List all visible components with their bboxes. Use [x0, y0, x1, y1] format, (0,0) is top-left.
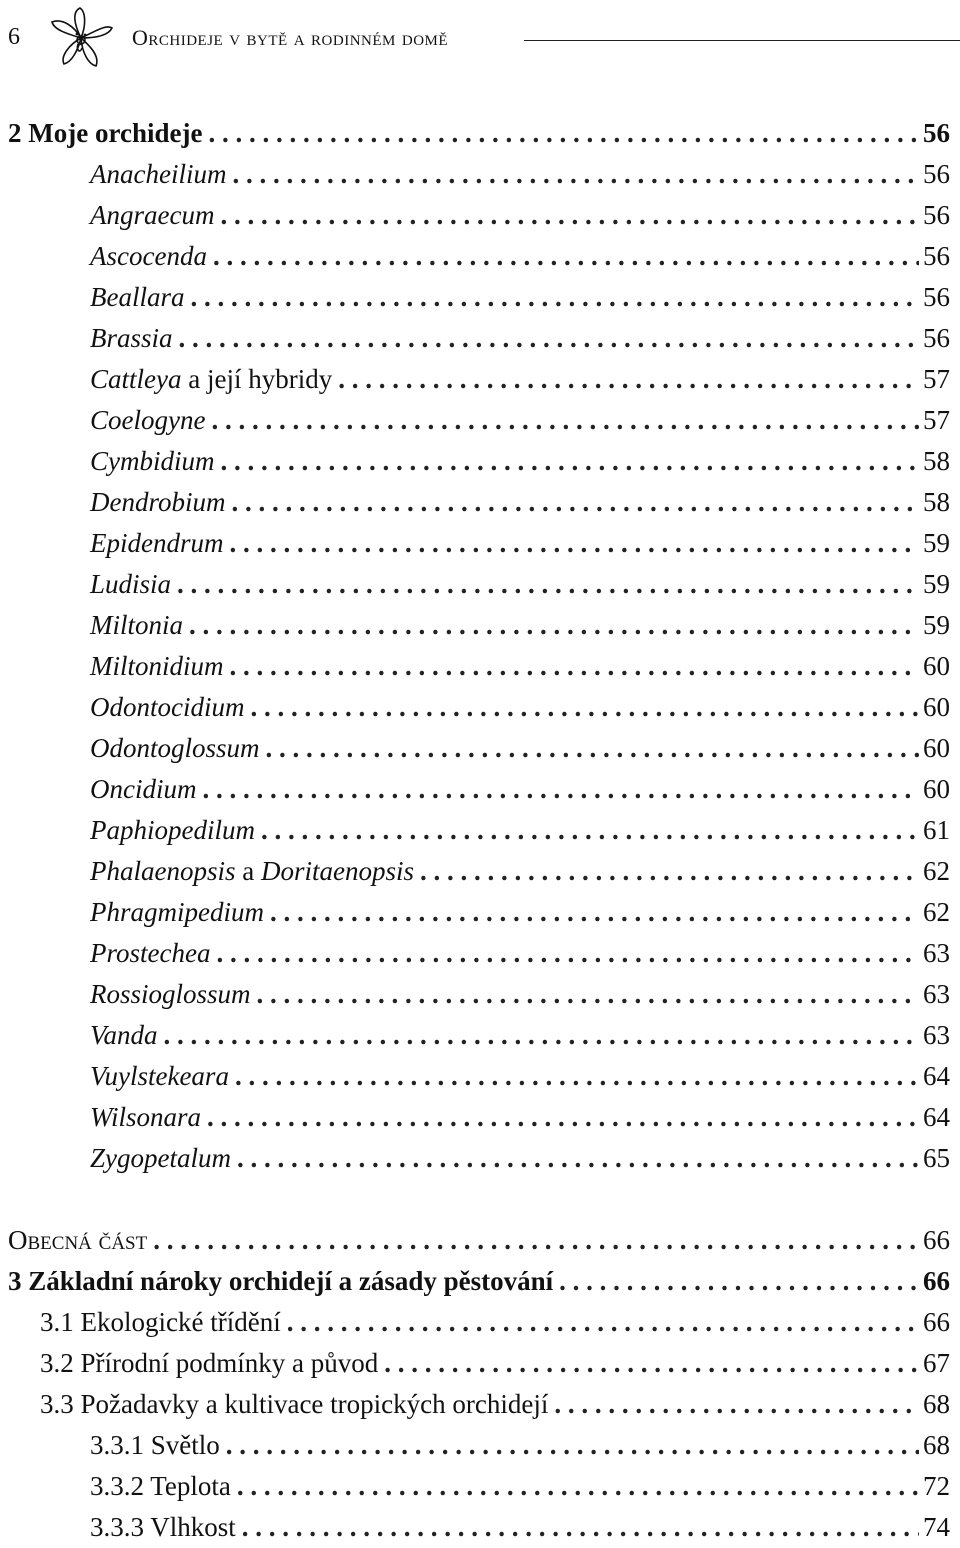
toc-title-part: Cymbidium: [90, 446, 215, 476]
toc-entry: [0, 277, 960, 318]
toc-page-number: 56: [923, 323, 950, 353]
toc-entry: [0, 1015, 960, 1056]
toc-entry-title: [90, 646, 224, 687]
toc-entry: [0, 318, 960, 359]
dot-leader: [230, 646, 920, 687]
dot-leader: [211, 400, 919, 441]
toc-title-part: Miltonia: [90, 610, 183, 640]
toc-entry: [0, 359, 960, 400]
toc-page-number: 74: [923, 1512, 950, 1542]
toc-title-part: Oncidium: [90, 774, 197, 804]
toc-entry-title: [90, 605, 183, 646]
toc-entry-title: [90, 564, 171, 605]
toc-entry-title: [90, 1056, 229, 1097]
toc-entry: [0, 1302, 960, 1343]
toc-entry: [0, 154, 960, 195]
toc-entry: [0, 400, 960, 441]
toc-entry: [0, 810, 960, 851]
toc-entry-title: [90, 974, 251, 1015]
toc-entry-title: [90, 933, 210, 974]
toc-entry-title: [90, 1466, 231, 1507]
toc-entry: [0, 687, 960, 728]
dot-leader: [257, 974, 919, 1015]
toc-entry: [0, 974, 960, 1015]
toc-page-number: 66: [923, 1225, 950, 1255]
toc-title-part: Angraecum: [90, 200, 215, 230]
toc-title-part: Cattleya: [90, 364, 182, 394]
toc-title-part: Coelogyne: [90, 405, 206, 435]
dot-leader: [232, 482, 920, 523]
toc-title-part: 2 Moje orchideje: [8, 118, 203, 148]
dot-leader: [221, 441, 920, 482]
toc-entry: [0, 1056, 960, 1097]
toc-title-part: Zygopetalum: [90, 1143, 231, 1173]
dot-leader: [384, 1343, 919, 1384]
toc-entry: [0, 523, 960, 564]
toc-entry-title: [90, 523, 223, 564]
dot-leader: [237, 1138, 919, 1179]
dot-leader: [179, 318, 919, 359]
toc-title-part: Ascocenda: [90, 241, 207, 271]
toc-entry-title: [90, 318, 173, 359]
toc-entry-title: [90, 851, 414, 892]
toc-entry-title: [90, 236, 207, 277]
toc-page-number: 59: [923, 569, 950, 599]
dot-leader: [207, 1097, 919, 1138]
toc-title-part: Odontocidium: [90, 692, 245, 722]
toc-page-number: 56: [923, 118, 950, 148]
dot-leader: [266, 728, 919, 769]
toc-page-number: 57: [923, 364, 950, 394]
toc-page-number: 59: [923, 528, 950, 558]
toc-title-part: Brassia: [90, 323, 173, 353]
dot-leader: [226, 1425, 919, 1466]
toc-title-part: Beallara: [90, 282, 185, 312]
toc-title-part: 3.3.2 Teplota: [90, 1471, 231, 1501]
toc-entry: [0, 892, 960, 933]
toc-page-number: 60: [923, 774, 950, 804]
toc-entry: [0, 1425, 960, 1466]
toc-page-number: 66: [923, 1266, 950, 1296]
toc-title-part: Odontoglossum: [90, 733, 260, 763]
dot-leader: [420, 851, 919, 892]
toc-title-part: 3.3 Požadavky a kultivace tropických orchidejí: [40, 1389, 549, 1419]
toc-title-part: Rossioglossum: [90, 979, 251, 1009]
toc-page-number: 66: [923, 1307, 950, 1337]
toc-entry: [0, 564, 960, 605]
dot-leader: [287, 1302, 919, 1343]
dot-leader: [153, 1220, 919, 1261]
toc-entry-title: [40, 1302, 281, 1343]
toc-page-number: 58: [923, 446, 950, 476]
toc-entry: [0, 1097, 960, 1138]
toc-entry: [0, 933, 960, 974]
toc-title-part: 3.1 Ekologické třídění: [40, 1307, 281, 1337]
dot-leader: [251, 687, 920, 728]
toc-page-number: 56: [923, 282, 950, 312]
toc-entry-title: [90, 1097, 201, 1138]
toc-entry-title: [90, 154, 226, 195]
orchid-flower-icon: [44, 4, 118, 74]
toc-entry-title: [8, 1220, 147, 1261]
toc-entry-title: [90, 1015, 158, 1056]
toc-entry-title: [90, 359, 332, 400]
dot-leader: [232, 154, 919, 195]
toc-entry: [0, 1343, 960, 1384]
toc-page-number: 62: [923, 856, 950, 886]
toc-page-number: 64: [923, 1102, 950, 1132]
table-of-contents: [0, 113, 960, 1548]
toc-entry-title: [90, 1507, 236, 1548]
dot-leader: [554, 1384, 919, 1425]
toc-entry-title: [90, 482, 226, 523]
toc-title-part: 3.3.3 Vlhkost: [90, 1512, 236, 1542]
toc-entry-title: [90, 195, 214, 236]
toc-entry-title: [90, 769, 196, 810]
toc-page-number: 64: [923, 1061, 950, 1091]
toc-entry-title: [90, 1138, 231, 1179]
toc-entry: [0, 728, 960, 769]
toc-title-part: Vuylstekeara: [90, 1061, 229, 1091]
page-header: [0, 0, 960, 80]
toc-entry-title: [90, 728, 260, 769]
toc-title-part: Vanda: [90, 1020, 158, 1050]
toc-page-number: 57: [923, 405, 950, 435]
toc-title-part: 3 Základní nároky orchidejí a zásady pěstování: [8, 1266, 554, 1296]
toc-entry-title: [8, 113, 202, 154]
toc-entry-title: [40, 1384, 548, 1425]
toc-title-part: Miltonidium: [90, 651, 224, 681]
dot-leader: [164, 1015, 920, 1056]
toc-title-part: Dendrobium: [90, 487, 226, 517]
toc-page-number: 60: [923, 733, 950, 763]
dot-leader: [191, 277, 920, 318]
toc-title-part: Anacheilium: [90, 159, 227, 189]
toc-entry-title: [8, 1261, 553, 1302]
dot-leader: [338, 359, 919, 400]
toc-entry: [0, 195, 960, 236]
dot-leader: [189, 605, 919, 646]
toc-page-number: 61: [923, 815, 950, 845]
toc-entry-title: [90, 687, 245, 728]
toc-entry: [0, 769, 960, 810]
dot-leader: [559, 1261, 919, 1302]
toc-page-number: 60: [923, 651, 950, 681]
toc-title-part: Ludisia: [90, 569, 172, 599]
toc-page-number: 72: [923, 1471, 950, 1501]
toc-entry-title: [90, 277, 185, 318]
toc-title-part: Paphiopedilum: [90, 815, 255, 845]
toc-page-number: 63: [923, 1020, 950, 1050]
toc-entry: [0, 1261, 960, 1302]
toc-entry-title: [90, 400, 205, 441]
toc-page-number: 59: [923, 610, 950, 640]
toc-title-part: 3.2 Přírodní podmínky a původ: [40, 1348, 379, 1378]
toc-page-number: 63: [923, 938, 950, 968]
toc-title-part: Epidendrum: [90, 528, 224, 558]
dot-leader: [270, 892, 919, 933]
toc-page-number: 68: [923, 1430, 950, 1460]
toc-entry-title: [40, 1343, 378, 1384]
dot-leader: [235, 1056, 919, 1097]
toc-page-number: 67: [923, 1348, 950, 1378]
toc-entry: [0, 1138, 960, 1179]
dot-leader: [261, 810, 919, 851]
toc-entry-title: [90, 810, 255, 851]
toc-entry: [0, 1220, 960, 1261]
toc-page-number: 56: [923, 241, 950, 271]
running-title: Orchideje v bytě a rodinném domě: [132, 25, 449, 50]
toc-page-number: 60: [923, 692, 950, 722]
toc-entry: [0, 236, 960, 277]
dot-leader: [229, 523, 919, 564]
dot-leader: [213, 236, 919, 277]
toc-entry: [0, 441, 960, 482]
toc-entry: [0, 482, 960, 523]
page-number: 6: [8, 24, 20, 50]
toc-title-part: Obecná část: [8, 1225, 148, 1255]
toc-title-part: Prostechea: [90, 938, 211, 968]
toc-entry-title: [90, 441, 215, 482]
toc-page-number: 63: [923, 979, 950, 1009]
toc-title-part: 3.3.1 Světlo: [90, 1430, 220, 1460]
toc-entry-title: [90, 1425, 220, 1466]
toc-entry: [0, 1466, 960, 1507]
toc-entry: [0, 1507, 960, 1548]
toc-title-part: a: [235, 856, 261, 886]
dot-leader: [208, 113, 919, 154]
toc-page-number: 58: [923, 487, 950, 517]
dot-leader: [237, 1466, 919, 1507]
toc-page-number: 56: [923, 200, 950, 230]
dot-leader: [202, 769, 919, 810]
toc-title-part: Phragmipedium: [90, 897, 264, 927]
toc-page-number: 62: [923, 897, 950, 927]
toc-title-part: a její hybridy: [181, 364, 333, 394]
toc-entry: [0, 851, 960, 892]
dot-leader: [177, 564, 919, 605]
header-rule: [524, 40, 960, 41]
toc-title-part: Phalaenopsis: [90, 856, 236, 886]
toc-entry: [0, 646, 960, 687]
toc-entry-title: [90, 892, 264, 933]
toc-entry: [0, 1384, 960, 1425]
toc-page-number: 65: [923, 1143, 950, 1173]
toc-page-number: 68: [923, 1389, 950, 1419]
toc-title-part: Wilsonara: [90, 1102, 202, 1132]
toc-title-part: Doritaenopsis: [260, 856, 414, 886]
toc-entry: [0, 113, 960, 154]
toc-entry: [0, 605, 960, 646]
dot-leader: [216, 933, 919, 974]
dot-leader: [220, 195, 919, 236]
toc-page-number: 56: [923, 159, 950, 189]
dot-leader: [242, 1507, 919, 1548]
